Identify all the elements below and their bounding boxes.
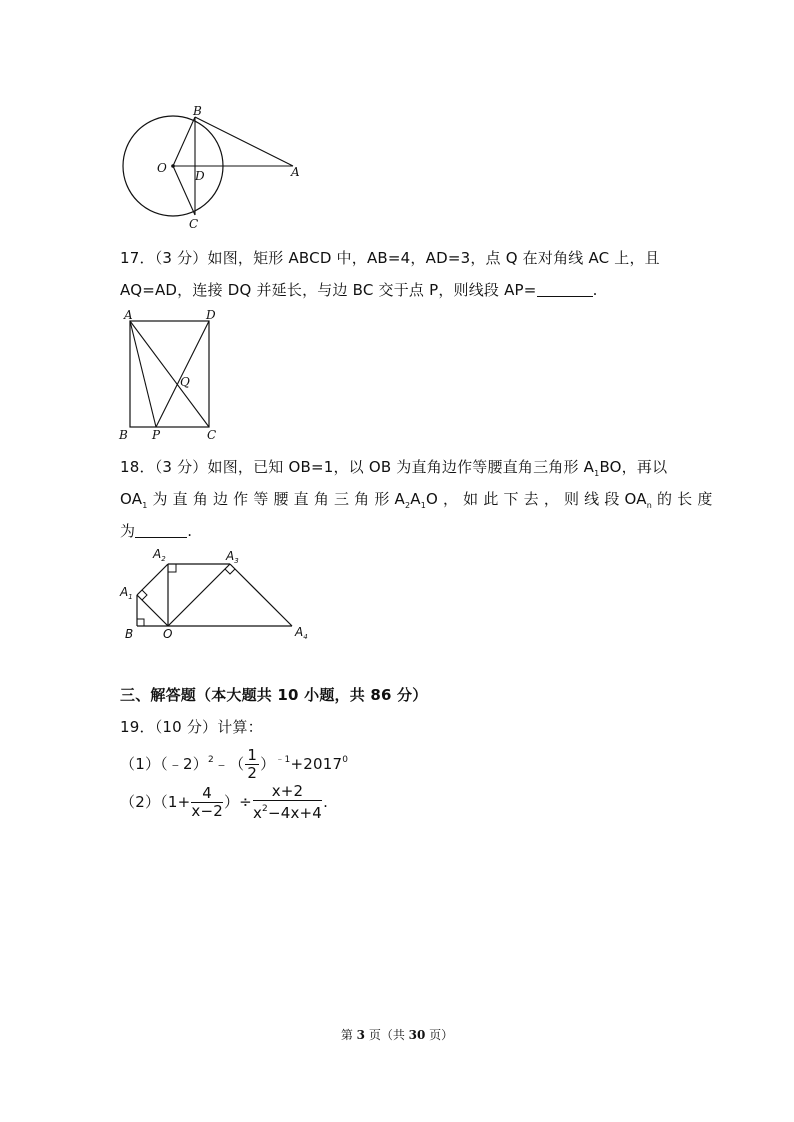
- figure-17-rectangle: [115, 305, 225, 447]
- q17-text-1: 如图，矩形 ABCD 中，AB=4，AD=3，点 Q 在对角线 AC 上，且: [207, 249, 660, 267]
- segment-ap: [130, 321, 156, 427]
- diagonal-ac: [130, 321, 209, 427]
- label-c: C: [207, 428, 217, 442]
- q18-line1: [120, 457, 667, 484]
- right-angle-b: [137, 619, 144, 626]
- q19-header: [120, 717, 263, 737]
- q19-p1-close: ）: [260, 755, 276, 773]
- tangent-ab: [195, 117, 293, 166]
- q17-number: 17．: [120, 249, 155, 267]
- label-a1: $A_1$: [120, 585, 133, 601]
- label-c: C: [189, 217, 199, 231]
- q18-sub: 1: [420, 501, 427, 510]
- label-b: B: [119, 428, 128, 442]
- figure-16-circle: [115, 100, 315, 232]
- q19-p2-open: （1+: [160, 793, 191, 811]
- q19-p2-close: ）÷: [223, 793, 252, 811]
- q18-text-2b: 为 直 角 边 作 等 腰 直 角 三 角 形 A: [147, 490, 405, 508]
- numerator: 4: [191, 785, 223, 803]
- footer-mid: 页（共: [365, 1028, 409, 1042]
- segment-oa3: [168, 564, 230, 626]
- label-a4: $A_4$: [295, 625, 308, 641]
- q19-part1: [120, 742, 348, 782]
- label-p: P: [152, 428, 161, 442]
- q18-line3: [120, 521, 192, 541]
- section-3-title: 三、解答题（本大题共 10 小题，共 86 分）: [120, 686, 428, 704]
- q19-p1-label: （1）: [120, 755, 161, 773]
- label-a2: $A_2$: [153, 547, 166, 563]
- denominator: x−2: [191, 802, 223, 820]
- label-a: A: [291, 165, 300, 179]
- q17-line1: [120, 248, 660, 268]
- q19-p2-label: （2）: [120, 793, 161, 811]
- q18-text-1a: 如图，已知 OB=1，以 OB 为直角边作等腰直角三角形 A: [207, 458, 595, 476]
- label-o: O: [157, 161, 167, 175]
- denominator: [253, 801, 322, 822]
- right-angle-a2: [168, 564, 176, 572]
- q18-sub: n: [646, 501, 653, 510]
- q18-number: 18．: [120, 458, 155, 476]
- den-exp: 2: [262, 804, 268, 814]
- q19-p2-end: .: [323, 793, 329, 811]
- q17-answer-blank[interactable]: [537, 281, 593, 297]
- q18-text-2c: A: [410, 490, 421, 508]
- footer-post: 页）: [425, 1028, 454, 1042]
- center-point: [171, 164, 175, 168]
- q18-text-2e: 的 长 度: [652, 490, 713, 508]
- q18-text-2a: OA: [120, 490, 143, 508]
- q19-p2-fraction-2: [253, 783, 322, 822]
- q18-score: （3 分）: [154, 458, 208, 476]
- right-angle-a1: [142, 590, 147, 600]
- q19-text: 计算：: [217, 718, 263, 736]
- segment-a3a4: [230, 564, 292, 626]
- numerator: x+2: [253, 783, 322, 801]
- q18-sub: 2: [404, 501, 411, 510]
- den-rest: −4x+4: [267, 804, 323, 822]
- footer-total-pages: 30: [408, 1028, 426, 1042]
- segment-ob: [173, 117, 195, 166]
- q19-part2: [120, 782, 328, 822]
- q17-end: .: [592, 281, 598, 299]
- label-o: O: [163, 627, 173, 641]
- q19-number: 19．: [120, 718, 155, 736]
- segment-a1a2: [137, 564, 168, 595]
- q18-text-2d: O ， 如 此 下 去 ， 则 线 段 OA: [426, 490, 647, 508]
- q18-answer-blank[interactable]: [135, 522, 187, 538]
- label-a: A: [124, 308, 133, 322]
- footer-pre: 第: [340, 1028, 357, 1042]
- q19-p1-exp: 0: [342, 755, 349, 765]
- den-x: x: [252, 804, 263, 822]
- q17-score: （3 分）: [154, 249, 208, 267]
- denominator: 2: [247, 764, 258, 782]
- segment-dp: [156, 321, 209, 427]
- right-angle-a3: [225, 569, 235, 574]
- label-a3: $A_3$: [226, 549, 239, 565]
- q18-text-1b: BO，再以: [599, 458, 668, 476]
- label-d: D: [206, 308, 216, 322]
- q19-p1-exp: 2: [208, 755, 214, 765]
- q19-p1-minus: ﹣（: [213, 755, 245, 773]
- q17-text-2: AQ=AD，连接 DQ 并延长，与边 BC 交于点 P，则线段 AP=: [120, 281, 537, 299]
- q18-sub: 1: [142, 501, 148, 510]
- q19-score: （10 分）: [154, 718, 218, 736]
- q19-p1-fraction: [245, 747, 259, 782]
- q19-p1-plus: +2017: [290, 755, 343, 773]
- segment-oc: [173, 166, 195, 215]
- numerator: 1: [247, 746, 258, 764]
- figure-18-triangles: [115, 542, 330, 642]
- q18-end: .: [187, 522, 193, 540]
- footer-page-number: 3: [356, 1028, 365, 1042]
- label-b: B: [193, 104, 202, 118]
- q18-text-3: 为: [120, 522, 136, 540]
- q19-p1-term: （﹣2）: [160, 755, 209, 773]
- label-b: B: [125, 627, 134, 641]
- q18-sub: 1: [594, 469, 600, 478]
- q19-p1-exp: ﹣1: [275, 755, 291, 765]
- segment-a1o: [137, 595, 168, 626]
- page-footer: [0, 1026, 794, 1043]
- q19-p2-fraction-1: [191, 785, 223, 820]
- q18-line2: [120, 489, 713, 516]
- q17-line2: [120, 280, 598, 300]
- label-q: Q: [180, 375, 190, 389]
- label-d: D: [195, 169, 205, 183]
